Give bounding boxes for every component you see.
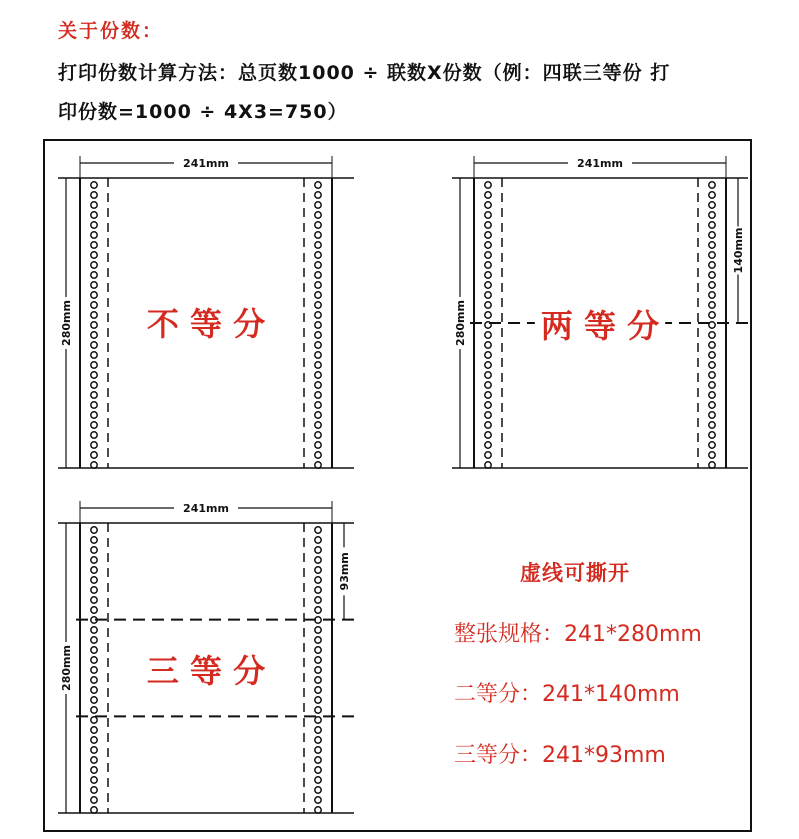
feed-hole [91,232,97,238]
height-label: 280mm [454,300,467,346]
feed-hole [91,747,97,753]
feed-hole [91,272,97,278]
feed-hole [315,557,321,563]
feed-hole [91,557,97,563]
feed-hole [709,252,715,258]
feed-hole [315,322,321,328]
form-panel-3 [58,500,354,813]
feed-hole [315,192,321,198]
feed-hole [91,567,97,573]
feed-hole [91,757,97,763]
feed-hole [485,372,491,378]
feed-hole [485,332,491,338]
feed-hole [91,707,97,713]
feed-hole [315,767,321,773]
feed-hole [91,362,97,368]
feed-hole [91,627,97,633]
feed-hole [315,412,321,418]
feed-hole [91,212,97,218]
feed-hole [91,647,97,653]
feed-hole [91,737,97,743]
feed-hole [315,707,321,713]
feed-hole [315,677,321,683]
feed-hole [315,332,321,338]
feed-hole [709,232,715,238]
feed-hole [485,302,491,308]
feed-hole [709,202,715,208]
feed-hole [485,192,491,198]
feed-hole [485,252,491,258]
feed-hole [485,382,491,388]
feed-hole [315,222,321,228]
feed-hole [91,372,97,378]
feed-hole [485,312,491,318]
feed-hole [315,282,321,288]
section-label: 140mm [732,227,745,274]
feed-hole [485,272,491,278]
feed-hole [91,182,97,188]
feed-hole [315,607,321,613]
feed-hole [315,777,321,783]
feed-hole [709,182,715,188]
feed-hole [709,262,715,268]
feed-hole [91,262,97,268]
feed-hole [485,242,491,248]
form-panel-2 [452,155,748,468]
feed-hole [485,412,491,418]
feed-hole [91,432,97,438]
feed-hole [315,462,321,468]
feed-hole [315,312,321,318]
feed-hole [485,232,491,238]
division-label: 不 等 分 [146,305,266,343]
feed-hole [91,787,97,793]
feed-hole [91,697,97,703]
feed-hole [485,462,491,468]
feed-hole [709,402,715,408]
feed-hole [709,282,715,288]
feed-hole [315,587,321,593]
feed-hole [485,402,491,408]
feed-hole [709,312,715,318]
feed-hole [709,422,715,428]
feed-hole [315,262,321,268]
width-label: 241mm [183,502,229,515]
feed-hole [709,412,715,418]
feed-hole [485,182,491,188]
feed-hole [315,537,321,543]
feed-hole [315,452,321,458]
feed-hole [709,242,715,248]
feed-hole [315,302,321,308]
feed-hole [91,392,97,398]
height-label: 280mm [60,645,73,691]
feed-hole [709,302,715,308]
feed-hole [91,442,97,448]
formula-line-1: 打印份数计算方法：总页数1000 ÷ 联数X份数（例：四联三等份 打 [58,62,671,84]
feed-hole [91,717,97,723]
formula-line-2: 印份数=1000 ÷ 4X3=750） [58,101,348,123]
feed-hole [485,202,491,208]
feed-hole [315,637,321,643]
feed-hole [91,777,97,783]
feed-hole [315,787,321,793]
feed-hole [315,597,321,603]
feed-hole [315,757,321,763]
feed-hole [485,342,491,348]
feed-hole [485,222,491,228]
feed-hole [91,332,97,338]
feed-hole [315,547,321,553]
division-label: 两 等 分 [540,307,660,345]
feed-hole [315,807,321,813]
feed-hole [315,527,321,533]
feed-hole [91,587,97,593]
feed-hole [709,382,715,388]
feed-hole [315,352,321,358]
feed-hole [315,422,321,428]
feed-hole [709,292,715,298]
feed-hole [315,252,321,258]
feed-hole [315,687,321,693]
feed-hole [709,432,715,438]
feed-hole [91,242,97,248]
height-label: 280mm [60,300,73,346]
feed-hole [315,292,321,298]
feed-hole [315,717,321,723]
feed-hole [315,362,321,368]
feed-hole [709,462,715,468]
feed-hole [91,547,97,553]
feed-hole [315,667,321,673]
feed-hole [315,797,321,803]
feed-hole [91,252,97,258]
feed-hole [709,372,715,378]
feed-hole [315,577,321,583]
feed-hole [709,392,715,398]
feed-hole [709,352,715,358]
feed-hole [315,392,321,398]
feed-hole [91,807,97,813]
feed-hole [315,372,321,378]
feed-hole [91,402,97,408]
feed-hole [91,537,97,543]
feed-hole [709,192,715,198]
width-label: 241mm [577,157,623,170]
feed-hole [709,442,715,448]
feed-hole [315,342,321,348]
legend-third-size: 三等分：241*93mm [454,743,666,768]
feed-hole [91,322,97,328]
feed-hole [315,737,321,743]
feed-hole [91,312,97,318]
feed-hole [91,597,97,603]
feed-hole [91,667,97,673]
feed-hole [485,352,491,358]
feed-hole [91,452,97,458]
feed-hole [485,362,491,368]
feed-hole [91,422,97,428]
feed-hole [315,747,321,753]
legend-title: 虚线可撕开 [520,561,630,585]
feed-hole [315,202,321,208]
feed-hole [91,637,97,643]
feed-hole [315,382,321,388]
feed-hole [315,647,321,653]
feed-hole [91,527,97,533]
feed-hole [91,577,97,583]
feed-hole [315,432,321,438]
feed-hole [315,627,321,633]
feed-hole [315,212,321,218]
feed-hole [91,797,97,803]
feed-hole [91,202,97,208]
feed-hole [91,657,97,663]
legend-half-size: 二等分：241*140mm [454,682,680,707]
feed-hole [485,212,491,218]
feed-hole [315,242,321,248]
feed-hole [91,382,97,388]
feed-hole [91,352,97,358]
feed-hole [485,442,491,448]
legend-full-size: 整张规格：241*280mm [454,622,702,647]
feed-hole [91,292,97,298]
feed-hole [91,462,97,468]
feed-hole [315,442,321,448]
feed-hole [485,422,491,428]
feed-hole [709,362,715,368]
feed-hole [91,412,97,418]
feed-hole [91,282,97,288]
feed-hole [91,342,97,348]
feed-hole [315,272,321,278]
feed-hole [91,302,97,308]
section-title: 关于份数： [58,20,164,42]
feed-hole [709,332,715,338]
feed-hole [91,767,97,773]
feed-hole [315,727,321,733]
feed-hole [485,392,491,398]
feed-hole [709,272,715,278]
feed-hole [91,607,97,613]
feed-hole [485,282,491,288]
feed-hole [709,212,715,218]
feed-hole [315,232,321,238]
feed-hole [485,292,491,298]
feed-hole [315,402,321,408]
feed-hole [485,262,491,268]
feed-hole [485,432,491,438]
section-label: 93mm [338,552,351,591]
feed-hole [91,687,97,693]
feed-hole [315,567,321,573]
feed-hole [91,677,97,683]
feed-hole [709,342,715,348]
width-label: 241mm [183,157,229,170]
feed-hole [709,452,715,458]
feed-hole [91,192,97,198]
feed-hole [91,727,97,733]
feed-hole [709,222,715,228]
division-label: 三 等 分 [146,652,266,690]
feed-hole [315,182,321,188]
feed-hole [485,452,491,458]
form-panel-1 [58,155,354,468]
feed-hole [91,222,97,228]
feed-hole [315,697,321,703]
feed-hole [315,657,321,663]
